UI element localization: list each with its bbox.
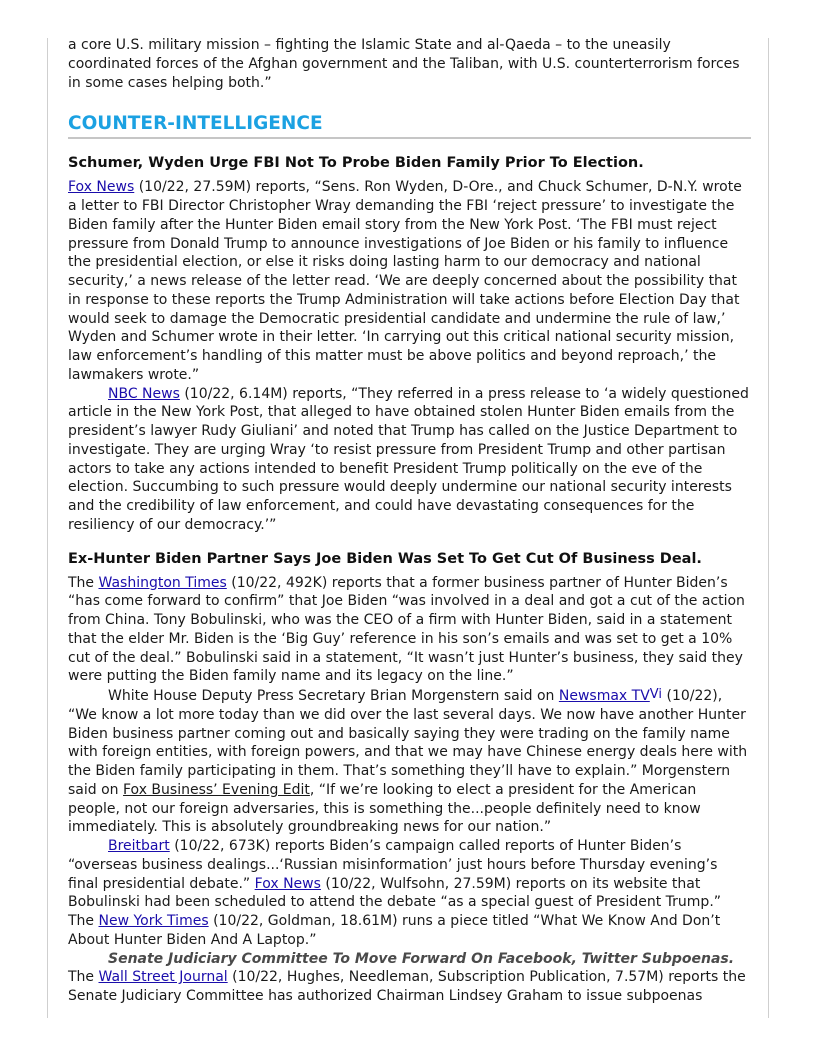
left-margin-rule bbox=[47, 38, 48, 1018]
source-link-fox-news-2[interactable]: Fox News bbox=[254, 875, 321, 892]
source-link-fox-business[interactable]: Fox Business’ Evening Edit bbox=[123, 781, 310, 798]
source-link-nbc-news[interactable]: NBC News bbox=[108, 385, 180, 402]
section-title: COUNTER-INTELLIGENCE bbox=[68, 112, 751, 139]
article-headline-schumer-wyden: Schumer, Wyden Urge FBI Not To Probe Biden Family Prior To Election. bbox=[68, 155, 644, 172]
article-paragraph: Breitbart (10/22, 673K) reports Biden’s campaign called reports of Hunter Biden’s “overseas business dealings...‘Russian misinformation’ just hours before Thursday evening’s final presidential debate.” Fox News (10/22, Wulfsohn, 27.59M) reports on its website that Bobulinski had been scheduled to attend the debate “as a special guest of President Trump.” The New York Times (10/22, Goldman, 18.61M) runs a piece titled “What We Know And Don’t About Hunter Biden And A Laptop.” bbox=[68, 838, 722, 948]
source-link-fox-news[interactable]: Fox News bbox=[68, 179, 135, 196]
source-link-new-york-times[interactable]: New York Times bbox=[98, 913, 209, 929]
source-link-wall-street-journal[interactable]: Wall Street Journal bbox=[98, 969, 228, 986]
right-margin-rule bbox=[768, 38, 769, 1018]
document-body bbox=[68, 36, 751, 1006]
source-link-breitbart[interactable]: Breitbart bbox=[108, 838, 170, 854]
article-paragraph: The Wall Street Journal (10/22, Hughes, Needleman, Subscription Publication, 7.57M) reports the Senate Judiciary Committee has authorized Chairman Lindsey Graham to issue subpoenas bbox=[68, 969, 746, 1004]
article-headline-hunter-biden-partner: Ex-Hunter Biden Partner Says Joe Biden Was Set To Get Cut Of Business Deal. bbox=[68, 550, 702, 567]
intro-paragraph: a core U.S. military mission – fighting the Islamic State and al-Qaeda – to the uneasily coordinated forces of the Afghan government and the Taliban, with U.S. counterterrorism forces in some cases helping both.” bbox=[68, 37, 740, 91]
video-marker[interactable]: Vi bbox=[649, 687, 663, 702]
article-paragraph: White House Deputy Press Secretary Brian Morgenstern said on Newsmax $TV^{Vi}$ (10/22), “We know a lot more today than we did over the last several days. We now have another Hunter Biden business partner coming out and basically saying they were trading on the family name with foreign entities, with foreign powers, and that we may have Chinese energy deals here with the Biden family participating in them. That’s something they’ll have to explain.” Morgenstern said on Fox Business’ Evening Edit, “If we’re looking to elect a president for the American people, not our foreign adversaries, this is something the...people definitely need to know immediately. This is absolutely groundbreaking news for our nation.” bbox=[68, 687, 748, 836]
source-link-washington-times[interactable]: Washington Times bbox=[98, 574, 227, 591]
article-paragraph: Fox News (10/22, 27.59M) reports, “Sens. Ron Wyden, D-Ore., and Chuck Schumer, D-N.Y. wrote a letter to FBI Director Christopher Wray demanding the FBI ‘reject pressure’ to investigate the Biden family after the Hunter Biden email story from the New York Post. ‘The FBI must reject pressure from Donald Trump to announce investigations of Joe Biden or his family to influence the presidential election, or else it risks doing lasting harm to our democracy and national security,’ a news release of the letter read. ‘We are deeply concerned about the possibility that in response to these reports the Trump Administration will take actions before Election Day that would seek to damage the Democratic presidential candidate and undermine the rule of law,’ Wyden and Schumer wrote in their letter. ‘In carrying out this critical national security mission, law enforcement’s handling of this matter must be above politics and beyond reproach,’ the lawmakers wrote.” bbox=[68, 179, 742, 383]
article-paragraph: NBC News (10/22, 6.14M) reports, “They referred in a press release to ‘a widely questioned article in the New York Post, that alleged to have obtained stolen Hunter Biden emails from the president’s lawyer Rudy Giuliani’ and noted that Trump has called on the Justice Department to investigate. They are urging Wray ‘to resist pressure from President Trump and other partisan actors to take any actions intended to benefit President Trump politically on the eve of the election. Succumbing to such pressure would deeply undermine our national security interests and the credibility of law enforcement, and could have devastating consequences for the resiliency of our democracy.’” bbox=[68, 385, 749, 533]
subheadline-senate-judiciary: Senate Judiciary Committee To Move Forward On Facebook, Twitter Subpoenas. bbox=[108, 950, 735, 967]
source-link-newsmax-tv[interactable]: Newsmax TV bbox=[558, 688, 650, 704]
article-paragraph: The Washington Times (10/22, 492K) reports that a former business partner of Hunter Biden’s “has come forward to confirm” that Joe Biden “was involved in a deal and got a cut of the action from China. Tony Bobulinski, who was the CEO of a firm with Hunter Biden, said in a statement that the elder Mr. Biden is the ‘Big Guy’ reference in his son’s emails and was set to get a 10% cut of the deal.” Bobulinski said in a statement, “It wasn’t just Hunter’s business, they said they were putting the Biden family name and its legacy on the line.” bbox=[68, 574, 745, 685]
